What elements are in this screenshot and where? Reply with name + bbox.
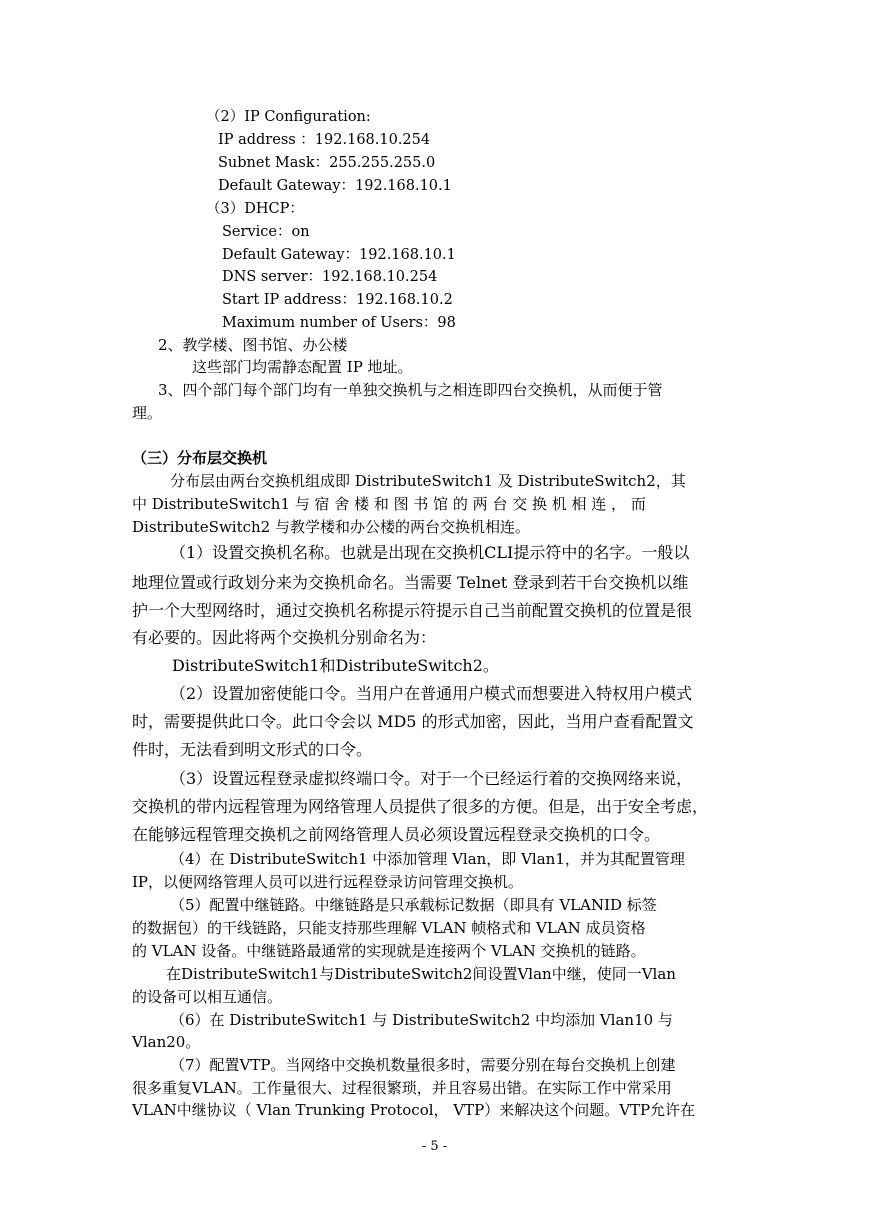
p1-line-3: 护一个大型网络时，通过交换机名称提示符提示自己当前配置交换机的位置是很: [132, 601, 693, 620]
default-gateway-line: Default Gateway：192.168.10.1: [218, 178, 452, 194]
p3-line-2: 交换机的带内远程管理为网络管理人员提供了很多的方便。但是，出于安全考虑，: [132, 797, 709, 816]
ip-config-title: （2）IP Configuration:: [206, 109, 371, 125]
p4-line-1: （4）在 DistributeSwitch1 中添加管理 Vlan，即 Vlan1，并为其配置管理: [170, 850, 685, 868]
p7-line-1: （7）配置VTP。当网络中交换机数量很多时，需要分别在每台交换机上创建: [170, 1056, 676, 1074]
p2-line-2: 时，需要提供此口令。此口令会以 MD5 的形式加密，因此，当用户查看配置文: [132, 712, 694, 731]
dhcp-max-users-line: Maximum number of Users：98: [222, 315, 456, 331]
p6-line-2: Vlan20。: [132, 1033, 201, 1051]
dept-item-3-line-1: 3、四个部门每个部门均有一单独交换机与之相连即四台交换机，从而便于管: [158, 381, 663, 399]
p5b-line-2: 的设备可以相互通信。: [132, 988, 283, 1006]
intro-line-2: 中 DistributeSwitch1 与 宿 舍 楼 和 图 书 馆 的 两 台 交 换 机 相 连 ， 而: [132, 495, 646, 513]
dept-item-2-desc: 这些部门均需静态配置 IP 地址。: [192, 358, 413, 376]
p2-line-3: 件时，无法看到明文形式的口令。: [132, 740, 373, 759]
dept-item-3-line-2: 理。: [132, 404, 163, 422]
ip-address-line: IP address ：192.168.10.254: [218, 132, 431, 148]
p5-line-1: （5）配置中继链路。中继链路是只承载标记数据（即具有 VLANID 标签: [170, 896, 657, 914]
p5-line-2: 的数据包）的干线链路，只能支持那些理解 VLAN 帧格式和 VLAN 成员资格: [132, 919, 646, 937]
p5-line-3: 的 VLAN 设备。中继链路最通常的实现就是连接两个 VLAN 交换机的链路。: [132, 942, 646, 960]
dhcp-dns-line: DNS server：192.168.10.254: [222, 269, 438, 285]
section-heading: （三）分布层交换机: [132, 449, 268, 467]
p1-line-5: DistributeSwitch1和DistributeSwitch2。: [172, 656, 499, 675]
p1-line-2: 地理位置或行政划分来为交换机命名。当需要 Telnet 登录到若干台交换机以维: [132, 573, 689, 592]
p2-line-1: （2）设置加密使能口令。当用户在普通用户模式而想要进入特权用户模式: [170, 684, 693, 703]
p1-line-1: （1）设置交换机名称。也就是出现在交换机CLI提示符中的名字。一般以: [170, 543, 690, 562]
p7-line-2: 很多重复VLAN。工作量很大、过程很繁琐，并且容易出错。在实际工作中常采用: [132, 1079, 672, 1097]
dhcp-gateway-line: Default Gateway：192.168.10.1: [222, 247, 456, 263]
p5b-line-1: 在DistributeSwitch1与DistributeSwitch2间设置Vlan中继，使同一Vlan: [166, 965, 676, 983]
intro-line-3: DistributeSwitch2 与教学楼和办公楼的两台交换机相连。: [132, 518, 530, 536]
p6-line-1: （6）在 DistributeSwitch1 与 DistributeSwitch2 中均添加 Vlan10 与: [170, 1011, 673, 1029]
p4-line-2: IP，以便网络管理人员可以进行远程登录访问管理交换机。: [132, 873, 524, 891]
dhcp-service-line: Service：on: [222, 224, 310, 240]
p1-line-4: 有必要的。因此将两个交换机分别命名为：: [132, 628, 437, 647]
p3-line-1: （3）设置远程登录虚拟终端口令。对于一个已经运行着的交换网络来说，: [170, 769, 693, 788]
intro-line-1: 分布层由两台交换机组成即 DistributeSwitch1 及 DistributeSwitch2，其: [170, 472, 686, 490]
p3-line-3: 在能够远程管理交换机之前网络管理人员必须设置远程登录交换机的口令。: [132, 825, 661, 844]
dept-item-2: 2、教学楼、图书馆、办公楼: [158, 336, 348, 354]
p7-line-3: VLAN中继协议（ Vlan Trunking Protocol， VTP）来解决这个问题。VTP允许在: [132, 1101, 696, 1119]
dhcp-title: （3）DHCP：: [206, 201, 304, 217]
page-number: - 5 -: [421, 1139, 448, 1154]
dhcp-start-line: Start IP address：192.168.10.2: [222, 292, 453, 308]
subnet-mask-line: Subnet Mask：255.255.255.0: [218, 155, 436, 171]
